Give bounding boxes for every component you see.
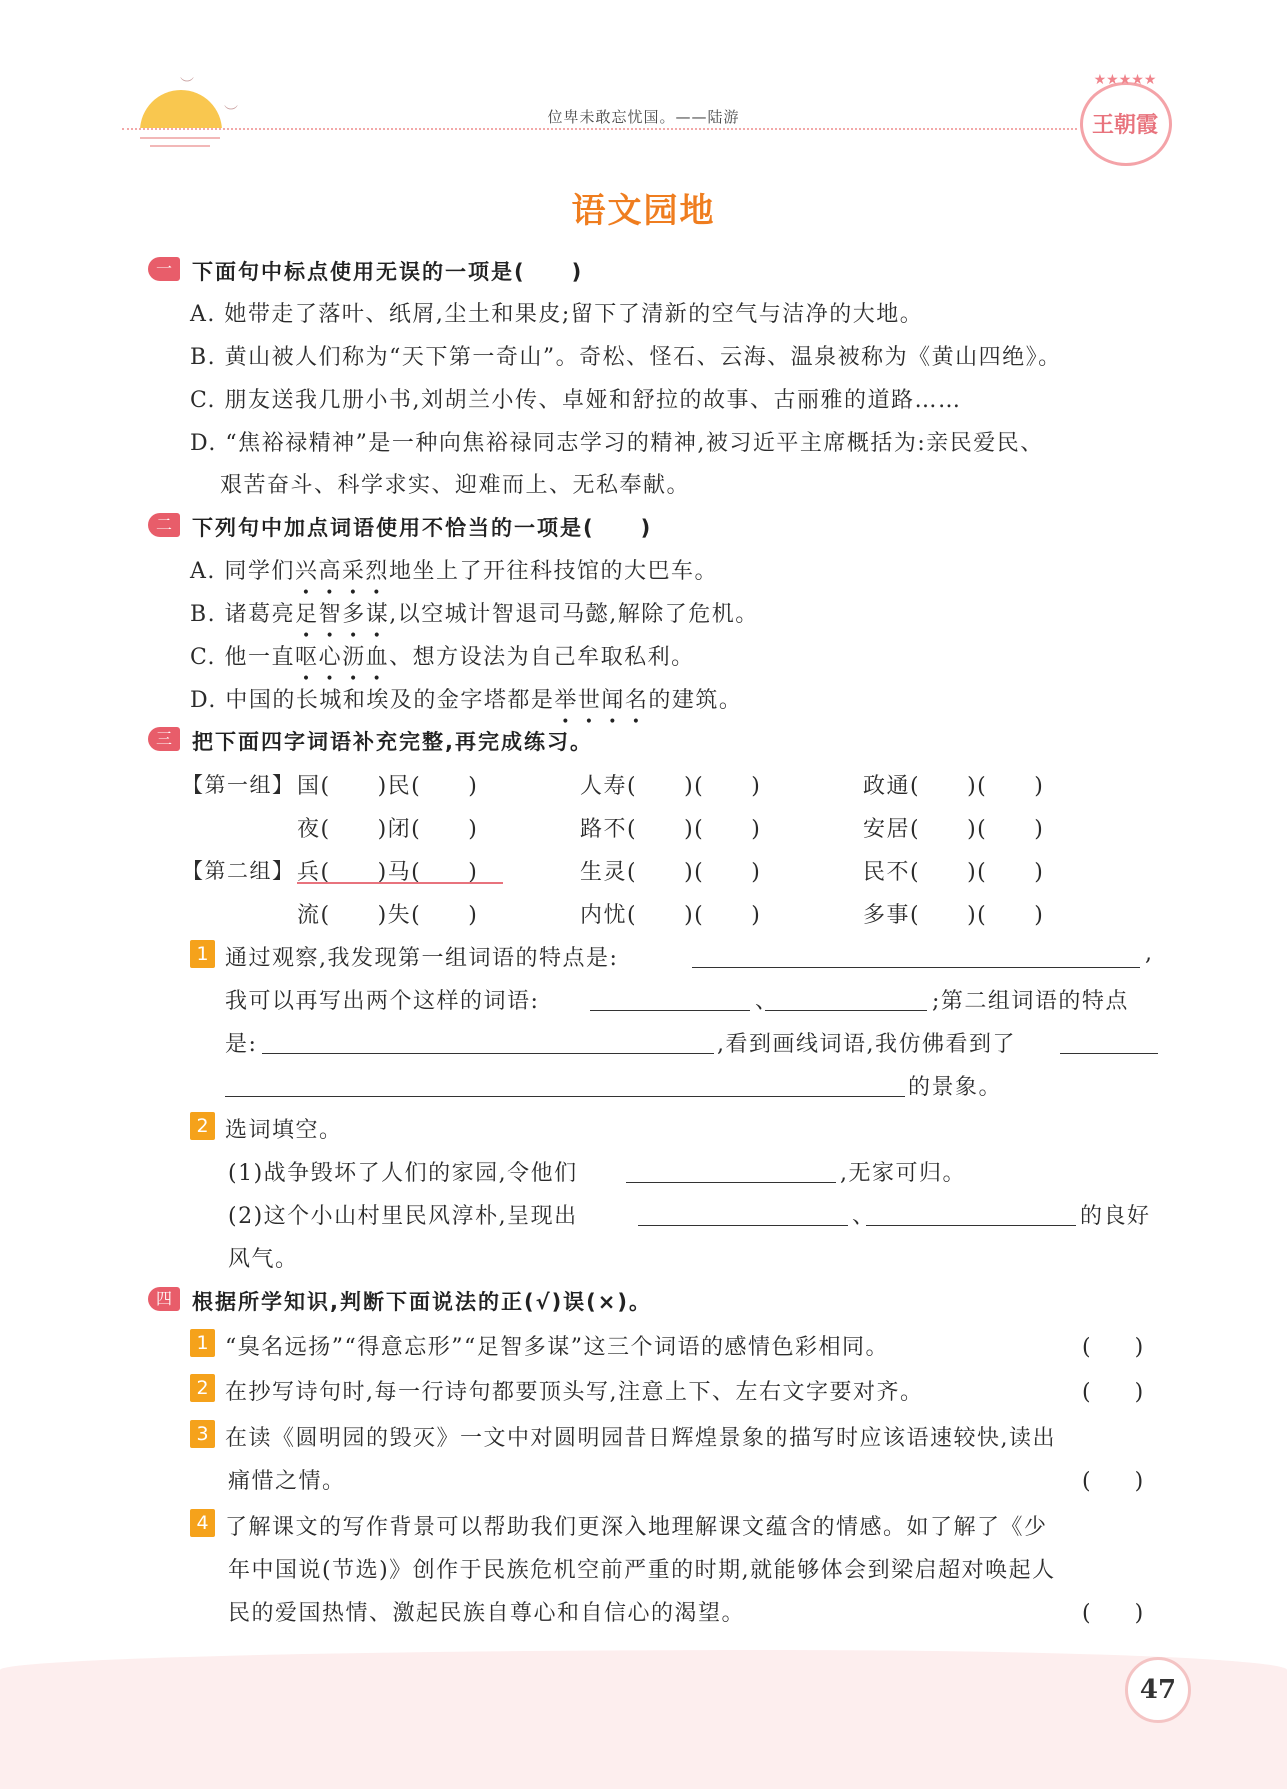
answer-line[interactable] xyxy=(866,1201,1076,1226)
question-text: 、 xyxy=(852,1204,876,1229)
idiom-blank: 国( )民( ) xyxy=(297,774,479,799)
statement-text: “臭名远扬”“得意忘形”“足智多谋”这三个词语的感情色彩相同。 xyxy=(225,1335,889,1360)
statement-text: 痛惜之情。 xyxy=(228,1469,346,1494)
bird-icon: ︶ xyxy=(224,105,238,121)
question-text: 风气。 xyxy=(228,1247,299,1272)
question-number: 2 xyxy=(190,1374,215,1402)
answer-line[interactable] xyxy=(765,986,927,1011)
question-text: 的景象。 xyxy=(908,1075,1003,1100)
idiom-blank: 流( )失( ) xyxy=(297,903,479,928)
judgment-bracket[interactable]: ( ) xyxy=(1082,1469,1144,1494)
answer-line[interactable] xyxy=(1060,1029,1158,1054)
group-label: 【第一组】 xyxy=(182,773,295,797)
section-badge: 一 xyxy=(148,257,180,281)
section-question: 根据所学知识,判断下面说法的正(√)误(×)。 xyxy=(192,1290,652,1314)
question-text: 是: xyxy=(225,1032,258,1057)
question-number: 1 xyxy=(190,940,215,968)
dotted-char: 谋 xyxy=(365,602,390,627)
question-text: (2)这个小山村里民风淳朴,呈现出 xyxy=(228,1204,578,1229)
question-text: ,看到画线词语,我仿佛看到了 xyxy=(717,1032,1016,1057)
idiom-blank: 安居( )( ) xyxy=(863,817,1045,842)
option-text: 的建筑。 xyxy=(648,688,743,713)
question-text: 的良好 xyxy=(1080,1204,1151,1229)
option-b: B. 黄山被人们称为“天下第一奇山”。奇松、怪石、云海、温泉被称为《黄山四绝》。 xyxy=(190,345,1062,370)
question-number: 2 xyxy=(190,1112,215,1140)
option-text: B. 诸葛亮 xyxy=(190,602,296,627)
header-divider xyxy=(122,128,1077,130)
section-question: 下面句中标点使用无误的一项是( ) xyxy=(192,260,584,284)
question-number: 1 xyxy=(190,1329,215,1357)
option-d: D. “焦裕禄精神”是一种向焦裕禄同志学习的精神,被习近平主席概括为:亲民爱民、 xyxy=(190,431,1044,456)
sun-reflection-line xyxy=(150,145,210,147)
option-text: C. 他一直 xyxy=(190,645,296,670)
page-number: 47 xyxy=(1125,1657,1191,1723)
answer-line[interactable] xyxy=(638,1201,848,1226)
option-text: 、想方设法为自己牟取私利。 xyxy=(389,645,695,670)
page-title: 语文园地 xyxy=(571,191,716,231)
dotted-char: 世 xyxy=(577,688,602,713)
dotted-char: 举 xyxy=(554,688,578,713)
judgment-bracket[interactable]: ( ) xyxy=(1082,1335,1144,1360)
question-text: 我可以再写出两个这样的词语: xyxy=(225,989,540,1014)
dotted-char: 智 xyxy=(318,602,343,627)
statement-text: 民的爱国热情、激起民族自尊心和自信心的渴望。 xyxy=(228,1601,746,1626)
section-badge: 四 xyxy=(148,1287,180,1311)
option-d xyxy=(190,683,742,714)
idiom-blank: 生灵( )( ) xyxy=(580,860,762,885)
question-text: 通过观察,我发现第一组词语的特点是: xyxy=(225,946,619,971)
star-icon: ★★★★★ xyxy=(1093,72,1157,88)
dotted-char: 名 xyxy=(624,688,649,713)
answer-line[interactable] xyxy=(225,1072,905,1097)
judgment-bracket[interactable]: ( ) xyxy=(1082,1601,1144,1626)
option-b xyxy=(190,597,759,628)
option-c: C. 朋友送我几册小书,刘胡兰小传、卓娅和舒拉的故事、古丽雅的道路…… xyxy=(190,388,962,413)
question-text: ;第二组词语的特点 xyxy=(932,989,1129,1014)
dotted-char: 兴 xyxy=(294,559,319,584)
footer-wave xyxy=(0,1650,1287,1789)
section-badge: 二 xyxy=(148,513,180,537)
statement-text: 了解课文的写作背景可以帮助我们更深入地理解课文蕴含的情感。如了解了《少 xyxy=(225,1515,1048,1540)
statement-text: 在读《圆明园的毁灭》一文中对圆明园昔日辉煌景象的描写时应该语速较快,读出 xyxy=(225,1426,1056,1451)
dotted-char: 采 xyxy=(341,559,366,584)
dotted-char: 足 xyxy=(295,602,319,627)
option-text: 地坐上了开往科技馆的大巴车。 xyxy=(388,559,718,584)
idiom-blank: 多事( )( ) xyxy=(863,903,1045,928)
question-text: , xyxy=(1145,941,1154,966)
section-question: 下列句中加点词语使用不恰当的一项是( ) xyxy=(192,516,653,540)
answer-line[interactable] xyxy=(590,986,750,1011)
question-number: 4 xyxy=(190,1509,215,1537)
dotted-char: 血 xyxy=(365,645,390,670)
question-text: 选词填空。 xyxy=(225,1118,343,1143)
option-c xyxy=(190,640,695,671)
idiom-blank: 夜( )闭( ) xyxy=(297,817,479,842)
dotted-char: 烈 xyxy=(365,559,389,584)
underline-mark xyxy=(297,882,503,884)
judgment-bracket[interactable]: ( ) xyxy=(1082,1380,1144,1405)
option-a xyxy=(190,554,718,585)
option-text: ,以空城计智退司马懿,解除了危机。 xyxy=(389,602,759,627)
dotted-char: 多 xyxy=(342,602,366,627)
header-motto: 位卑未敢忘忧国。——陆游 xyxy=(547,108,740,126)
option-text: D. 中国的长城和埃及的金字塔都是 xyxy=(190,688,555,713)
brand-stamp-text: 王朝霞 xyxy=(1091,112,1158,138)
answer-line[interactable] xyxy=(692,943,1140,968)
statement-text: 在抄写诗句时,每一行诗句都要顶头写,注意上下、左右文字要对齐。 xyxy=(225,1380,924,1405)
answer-line[interactable] xyxy=(626,1158,836,1183)
dotted-char: 闻 xyxy=(601,688,625,713)
idiom-blank: 内忧( )( ) xyxy=(580,903,762,928)
idiom-blank: 兵( )马( ) xyxy=(297,860,479,885)
section-badge: 三 xyxy=(148,727,180,751)
dotted-char: 呕 xyxy=(295,645,319,670)
question-number: 3 xyxy=(190,1420,215,1448)
dotted-char: 高 xyxy=(318,559,342,584)
option-text: A. 同学们 xyxy=(190,559,295,584)
idiom-blank: 路不( )( ) xyxy=(580,817,762,842)
question-text: (1)战争毁坏了人们的家园,令他们 xyxy=(228,1161,578,1186)
answer-line[interactable] xyxy=(262,1029,714,1054)
dotted-char: 沥 xyxy=(342,645,366,670)
question-text: 、 xyxy=(755,989,779,1014)
bird-icon: ︶ xyxy=(180,77,194,93)
question-text: ,无家可归。 xyxy=(840,1161,966,1186)
dotted-char: 心 xyxy=(318,645,343,670)
idiom-blank: 政通( )( ) xyxy=(863,774,1045,799)
option-d-cont: 艰苦奋斗、科学求实、迎难而上、无私奉献。 xyxy=(220,473,691,498)
option-a: A. 她带走了落叶、纸屑,尘土和果皮;留下了清新的空气与洁净的大地。 xyxy=(190,302,924,327)
statement-text: 年中国说(节选)》创作于民族危机空前严重的时期,就能够体会到梁启超对唤起人 xyxy=(228,1558,1056,1583)
sun-reflection-line xyxy=(140,137,220,139)
idiom-blank: 民不( )( ) xyxy=(863,860,1045,885)
idiom-blank: 人寿( )( ) xyxy=(580,774,762,799)
group-label: 【第二组】 xyxy=(182,859,295,883)
section-question: 把下面四字词语补充完整,再完成练习。 xyxy=(192,730,593,754)
